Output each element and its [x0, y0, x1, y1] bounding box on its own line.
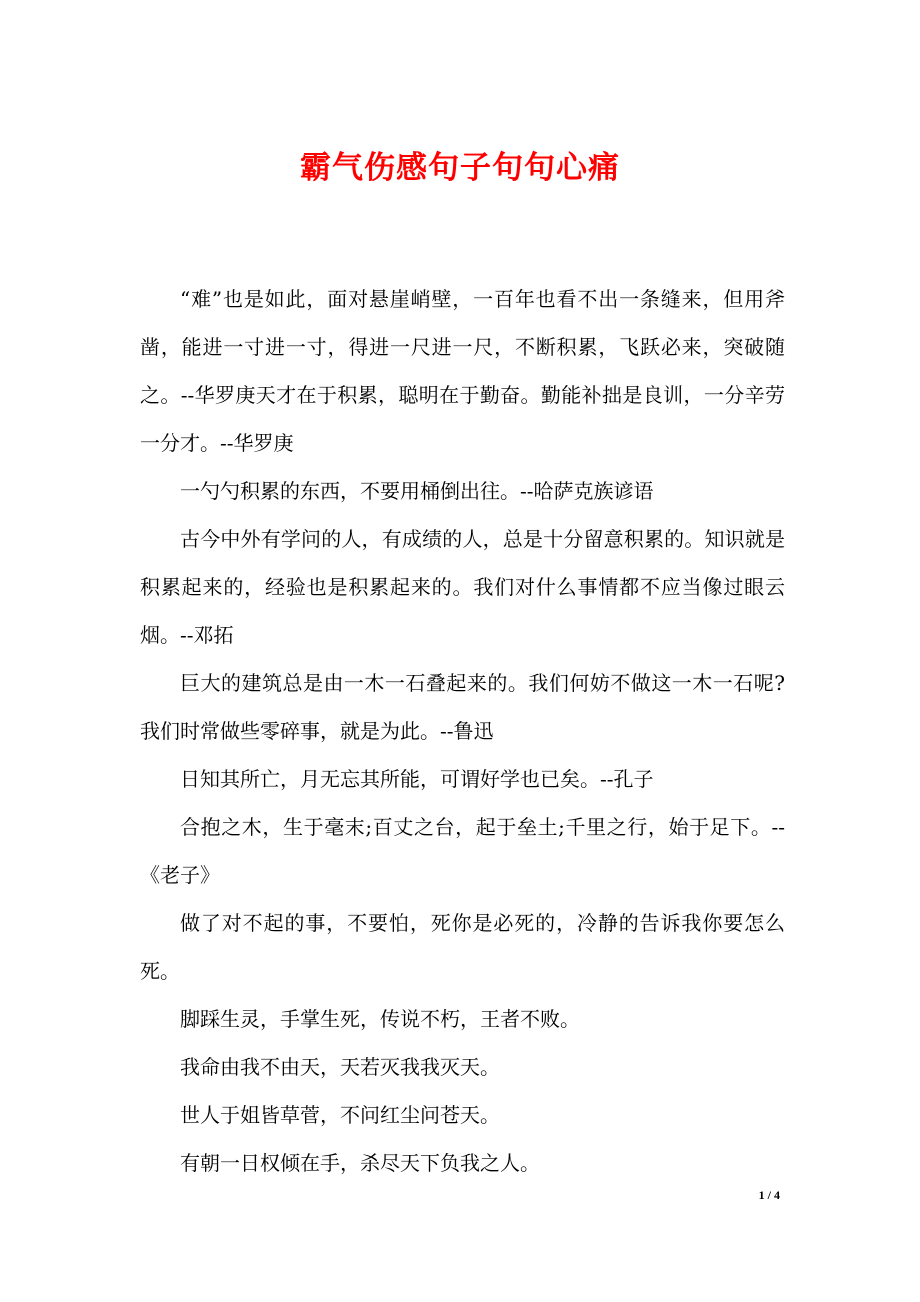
- paragraph: 合抱之木，生于毫末;百丈之台，起于垒土;千里之行，始于足下。--《老子》: [140, 815, 785, 887]
- paragraph: 有朝一日权倾在手，杀尽天下负我之人。: [180, 1151, 540, 1175]
- paragraph: 巨大的建筑总是由一木一石叠起来的。我们何妨不做这一木一石呢?我们时常做些零碎事，就是为此。--鲁迅: [140, 671, 785, 743]
- paragraph: 我命由我不由天，天若灭我我灭天。: [180, 1055, 500, 1079]
- paragraph: 做了对不起的事，不要怕，死你是必死的，冷静的告诉我你要怎么死。: [140, 911, 785, 983]
- paragraph: 一勺勺积累的东西，不要用桶倒出往。--哈萨克族谚语: [180, 479, 654, 503]
- paragraph: 脚踩生灵，手掌生死，传说不朽，王者不败。: [180, 1007, 580, 1031]
- paragraph: 日知其所亡，月无忘其所能，可谓好学也已矣。--孔子: [180, 767, 654, 791]
- paragraph: “难”也是如此，面对悬崖峭壁，一百年也看不出一条缝来，但用斧凿，能进一寸进一寸，得进一尺进一尺，不断积累，飞跃必来，突破随之。--华罗庚天才在于积累，聪明在于勤奋。勤能补拙是良训，一分辛劳一分才。--华罗庚: [140, 287, 785, 455]
- document-title: 霸气伤感句子句句心痛: [300, 150, 620, 186]
- paragraph: 古今中外有学问的人，有成绩的人，总是十分留意积累的。知识就是积累起来的，经验也是积累起来的。我们对什么事情都不应当像过眼云烟。--邓拓: [140, 527, 785, 647]
- paragraph: 世人于姐皆草菅，不问红尘问苍天。: [180, 1103, 500, 1127]
- page-number: 1 / 4: [758, 1188, 780, 1202]
- document-body: [140, 275, 785, 1187]
